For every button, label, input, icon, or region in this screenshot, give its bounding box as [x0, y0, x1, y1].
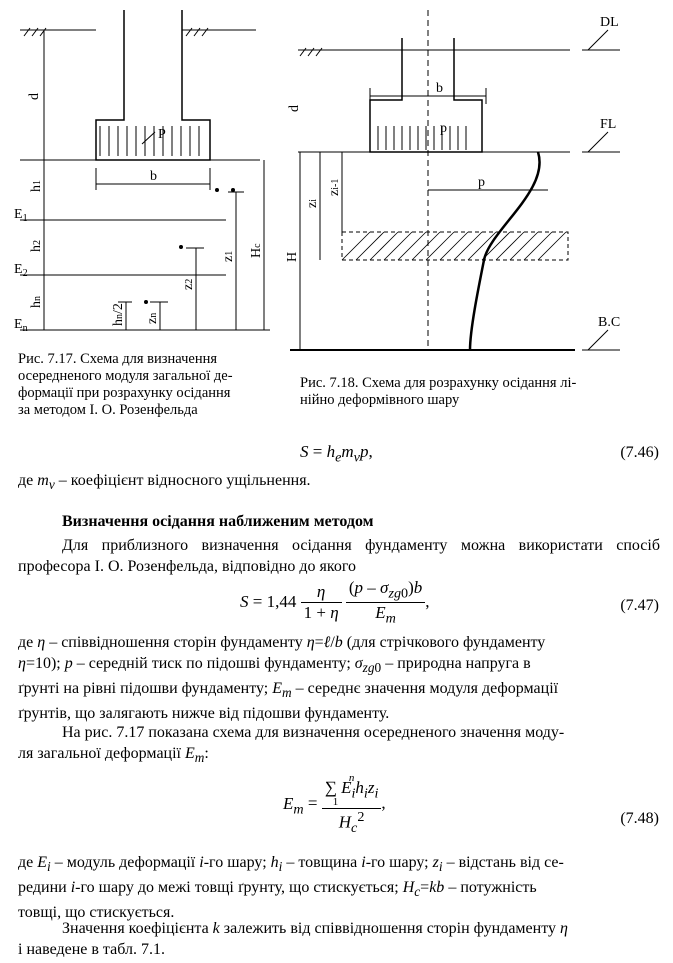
label-b: b: [150, 169, 157, 184]
label-DL: DL: [600, 15, 619, 30]
equation-7-48: $E_m$ = n ∑ $E_ih_iz_i$ 1 $H_c^2$ ,: [283, 772, 386, 837]
figure-7-17: [0, 0, 290, 350]
equation-7-47: S = 1,44 $\frac{\eta}{1 + \eta}$ $\frac{(p - \sigma_{zg0})b}{E_m}$ ,: [240, 578, 430, 627]
figure-7-18: [285, 0, 673, 360]
eq-number-7-47: (7.47): [620, 597, 659, 614]
caption-fig-7-17: Рис. 7.17. Схема для визначення осередненого модуля загальної де- формації при розрахунку осідання за методом І. О. Розенфельда: [18, 351, 233, 418]
label-P: P: [158, 127, 166, 142]
label-d: d: [27, 93, 42, 100]
eq-number-7-46: (7.46): [620, 444, 659, 461]
label-zn: zn: [145, 312, 160, 324]
paragraph-coefficient: Значення коефіцієнта k залежить від співвідношення сторін фундаменту η і наведене в табл. 7.1.: [18, 920, 568, 958]
label-p2: p: [478, 175, 485, 190]
caption-fig-7-18: Рис. 7.18. Схема для розрахунку осідання лі- нійно деформівного шару: [300, 375, 577, 408]
label-H: H: [285, 251, 300, 262]
label-b2: b: [436, 81, 443, 96]
label-zi: zi: [305, 199, 320, 208]
label-z1: z1: [221, 250, 236, 262]
paragraph-definitions-2: де $E_i$ – модуль деформації i-го шару; $h_i$ – товщина i-го шару; $z_i$ – відстань від се- редини i-го шару до межі товщі ґрунту, що стискується; $H_c=kb$ – потужність товщі, що стискується.: [18, 854, 564, 922]
label-En: $E_n$: [14, 317, 28, 334]
paragraph-fig-ref: На рис. 7.17 показана схема для визначення осередненого значення моду- ля загальної деформації $E_m$:: [18, 724, 565, 766]
label-FL: FL: [600, 117, 617, 132]
label-hn2: hn/2: [111, 303, 126, 326]
equation-7-46: $S = h_em_vp$,: [300, 442, 373, 466]
paragraph-mv: де $m_v$ – коефіцієнт відносного ущільнення.: [18, 472, 311, 493]
label-h1: h1: [29, 180, 44, 192]
label-z2: z2: [181, 278, 196, 290]
label-p1: p: [440, 121, 447, 136]
paragraph-definitions-1: де η – співвідношення сторін фундаменту η=ℓ/b (для стрічкового фундаменту η=10); p – середній тиск по підошві фундаменту; $\sigma_{zg0}$ – природна напруга в ґрунті на рівні підошви фундаменту; $E_m$ – середнє значення модуля деформації ґрунтів, що залягають нижче від підошви фундаменту.: [18, 634, 559, 723]
paragraph-intro: Для приблизного визначення осідання фундаменту можна використати спосіб професора І. О. Розенфельда, відповідно до якого: [18, 537, 660, 575]
eq-number-7-48: (7.48): [620, 810, 659, 827]
label-Hc: Hc: [249, 243, 264, 258]
label-E1: $E_1$: [14, 207, 28, 224]
label-zi1: zi-1: [327, 178, 342, 196]
section-heading: Визначення осідання наближеним методом: [62, 513, 374, 530]
label-hn: hn: [29, 296, 44, 308]
label-h2: h2: [29, 240, 44, 252]
label-d2: d: [287, 105, 302, 112]
label-E2: $E_2$: [14, 262, 28, 279]
label-BC: B.C: [598, 315, 621, 330]
